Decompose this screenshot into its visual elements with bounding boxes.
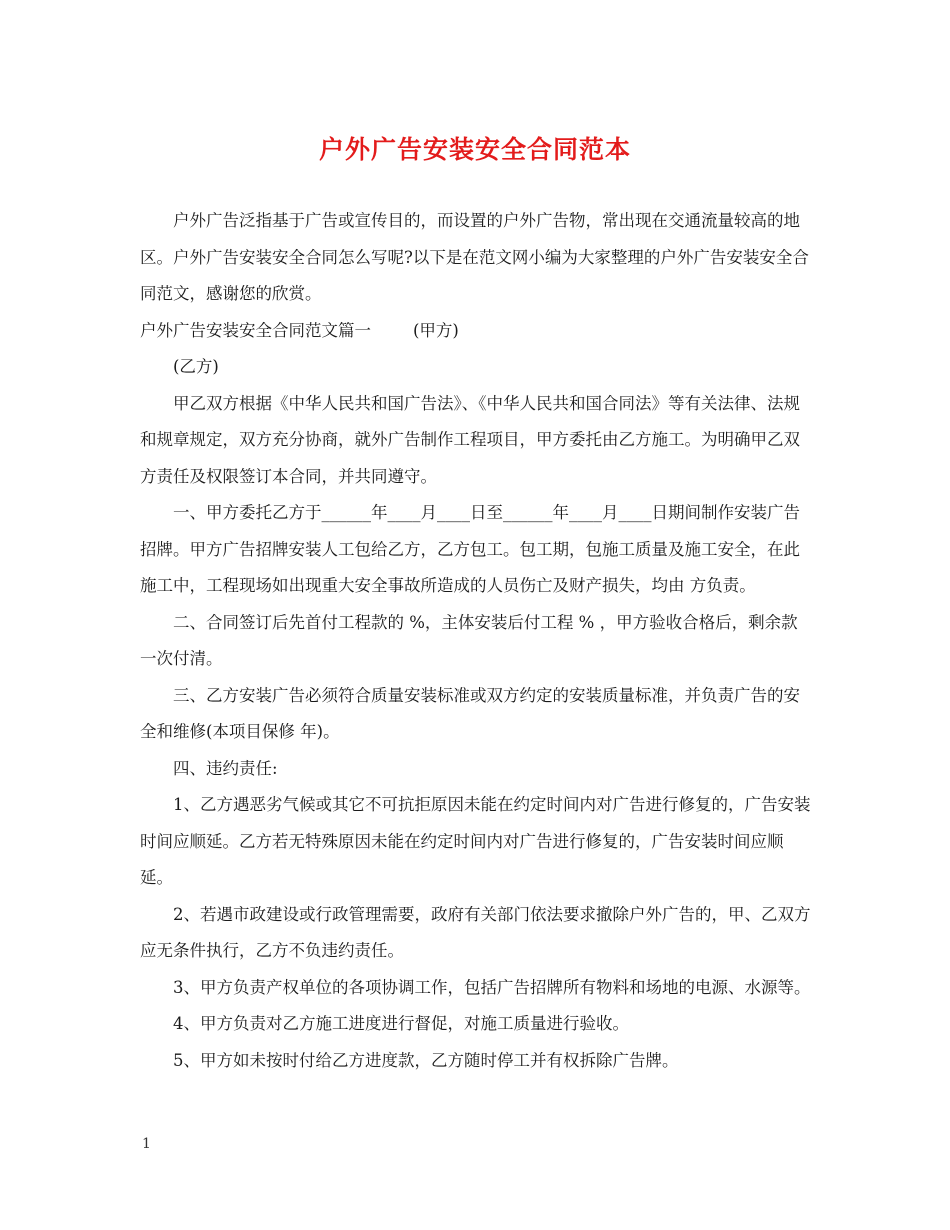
paragraph: 4、甲方负责对乙方施工进度进行督促，对施工质量进行验收。	[173, 1014, 629, 1033]
paragraph: 1、乙方遇恶劣气候或其它不可抗拒原因未能在约定时间内对广告进行修复的，广告安装时间应顺延。乙方若无特殊原因未能在约定时间内对广告进行修复的，广告安装时间应顺延。	[140, 795, 811, 887]
paragraph: 2、若遇市政建设或行政管理需要，政府有关部门依法要求撤除户外广告的，甲、乙双方应无条件执行，乙方不负违约责任。	[140, 904, 811, 960]
paragraph: 户外广告安装安全合同范文篇一 (甲方)	[140, 320, 459, 340]
paragraph: 甲乙双方根据《中华人民共和国广告法》、《中华人民共和国合同法》等有关法律、法规和规章规定，双方充分协商，就外广告制作工程项目，甲方委托由乙方施工。为明确甲乙双方责任及权限签订本合同，并共同遵守。	[140, 393, 800, 486]
paragraph: (乙方)	[173, 357, 219, 376]
paragraph: 3、甲方负责产权单位的各项协调工作，包括广告招牌所有物料和场地的电源、水源等。	[173, 977, 811, 997]
paragraph: 5、甲方如未按时付给乙方进度款，乙方随时停工并有权拆除广告牌。	[173, 1050, 679, 1070]
document-title: 户外广告安装安全合同范本	[318, 135, 631, 164]
paragraph: 户外广告泛指基于广告或宣传目的，而设置的户外广告物，常出现在交通流量较高的地区。户外广告安装安全合同怎么写呢?以下是在范文网小编为大家整理的户外广告安装安全合同范文，感谢您的欣赏。	[140, 211, 809, 303]
paragraph: 一、甲方委托乙方于______年____月____日至______年____月____日期间制作安装广告招牌。甲方广告招牌安装人工包给乙方，乙方包工。包工期，包施工质量及施工安全，在此施工中，工程现场如出现重大安全事故所造成的人员伤亡及财产损失，均由 方负责。	[140, 503, 800, 595]
page-number: 1	[142, 1136, 151, 1152]
paragraph: 二、合同签订后先首付工程款的 %，主体安装后付工程 % ，甲方验收合格后，剩余款一次付清。	[140, 612, 798, 668]
paragraph: 三、乙方安装广告必须符合质量安装标准或双方约定的安装质量标准，并负责广告的安全和维修(本项目保修 年)。	[140, 685, 800, 741]
paragraph: 四、违约责任:	[173, 758, 278, 778]
document-body	[140, 203, 812, 1079]
